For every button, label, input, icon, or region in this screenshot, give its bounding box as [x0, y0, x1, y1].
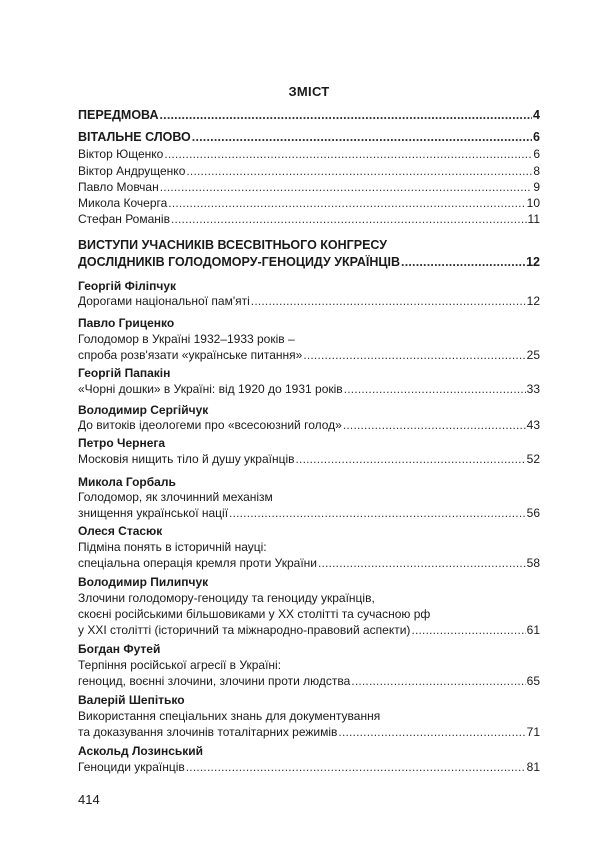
- toc-entry-label: ВІТАЛЬНЕ СЛОВО: [78, 130, 191, 144]
- toc-page-number: 52: [526, 452, 540, 466]
- toc-page-number: 65: [526, 674, 540, 688]
- toc-entry-label: Павло Мовчан: [78, 180, 159, 194]
- toc-entry-label: геноцид, воєнні злочини, злочини проти людства: [78, 674, 351, 688]
- toc-article[interactable]: [78, 381, 540, 397]
- toc-article-line: скоєні російськими більшовиками у ХХ столітті та сучасною рф: [78, 607, 431, 621]
- toc-author: Георгій Філіпчук: [78, 279, 176, 293]
- toc-article[interactable]: [78, 673, 540, 689]
- toc-entry-label: у ХХІ столітті (історичний та міжнародно-правовий аспекти): [78, 623, 411, 637]
- toc-entry-label: спеціальна операція кремля проти України: [78, 556, 317, 570]
- toc-page-number: 58: [526, 556, 540, 570]
- dot-leader: [251, 293, 526, 309]
- dot-leader: [338, 724, 525, 740]
- toc-entry-label: Микола Кочерга: [78, 196, 168, 210]
- toc-entry-label: Віктор Ющенко: [78, 147, 164, 161]
- toc-page-number: 9: [533, 180, 540, 194]
- toc-article-line: Голодомор в Україні 1932–1933 років –: [78, 332, 295, 346]
- toc-page-number: 10: [526, 196, 540, 210]
- toc-author: Володимир Сергійчук: [78, 403, 209, 417]
- toc-entry-label: Московія нищить тіло й душу українців: [78, 452, 295, 466]
- toc-entry-label: Геноциди українців: [78, 760, 185, 774]
- toc-article-line: Підміна понять в історичній науці:: [78, 540, 267, 554]
- dot-leader: [229, 505, 526, 521]
- dot-leader: [351, 673, 525, 689]
- dot-leader: [171, 211, 527, 227]
- dot-leader: [186, 163, 532, 179]
- dot-leader: [344, 381, 526, 397]
- toc-author: Володимир Пилипчук: [78, 575, 209, 589]
- toc-page-number: 11: [527, 212, 540, 226]
- toc-subentry[interactable]: [78, 211, 540, 227]
- toc-entry-label: спроба розв'язати «українське питання»: [78, 348, 303, 362]
- toc-page-number: 6: [533, 147, 540, 161]
- toc-section-heading-line1: ВИСТУПИ УЧАСНИКІВ ВСЕСВІТНЬОГО КОНГРЕСУ: [78, 238, 388, 252]
- toc-entry-label: Дорогами національної пам'яті: [78, 294, 250, 308]
- dot-leader: [401, 254, 525, 270]
- toc-entry-label: Стефан Романів: [78, 212, 170, 226]
- toc-article[interactable]: [78, 417, 540, 433]
- toc-article[interactable]: [78, 622, 540, 638]
- dot-leader: [411, 622, 525, 638]
- dot-leader: [296, 451, 526, 467]
- page-number: 414: [78, 792, 100, 807]
- toc-article[interactable]: [78, 347, 540, 363]
- toc-page-number: 8: [533, 164, 540, 178]
- toc-page-number: 33: [526, 382, 540, 396]
- toc-page-number: 43: [526, 418, 540, 432]
- toc-page-number: 12: [526, 255, 540, 269]
- toc-subentry[interactable]: [78, 163, 540, 179]
- toc-article-line: Злочини голодомору-геноциду та геноциду українців,: [78, 591, 375, 605]
- toc-page-number: 12: [526, 294, 540, 308]
- toc-author: Павло Гриценко: [78, 316, 175, 330]
- toc-entry-label: До витоків ідеологеми про «всесоюзний голод»: [78, 418, 342, 432]
- toc-article[interactable]: [78, 505, 540, 521]
- toc-article-line: Терпіння російської агресії в Україні:: [78, 658, 282, 672]
- dot-leader: [159, 107, 532, 123]
- dot-leader: [160, 179, 533, 195]
- toc-article[interactable]: [78, 759, 540, 775]
- toc-entry-foreword[interactable]: [78, 107, 540, 123]
- toc-page-number: 4: [533, 108, 540, 122]
- dot-leader: [318, 555, 526, 571]
- toc-author: Микола Горбаль: [78, 475, 176, 489]
- toc-subentry[interactable]: [78, 146, 540, 162]
- dot-leader: [164, 146, 532, 162]
- toc-author: Богдан Футей: [78, 642, 161, 656]
- page-title: ЗМІСТ: [288, 84, 330, 99]
- toc-author: Георгій Папакін: [78, 366, 171, 380]
- toc-entry-label: та доказування злочинів тоталітарних режимів: [78, 725, 338, 739]
- toc-article-line: Використання спеціальних знань для документування: [78, 709, 381, 723]
- dot-leader: [192, 129, 532, 145]
- toc-entry-label: «Чорні дошки» в Україні: від 1920 до 1931 років: [78, 382, 343, 396]
- toc-page-number: 56: [526, 506, 540, 520]
- toc-entry-label: знищення української нації: [78, 506, 229, 520]
- toc-entry-label: Віктор Андрущенко: [78, 164, 186, 178]
- toc-subentry[interactable]: [78, 179, 540, 195]
- toc-article[interactable]: [78, 724, 540, 740]
- toc-author: Олеся Стасюк: [78, 524, 163, 538]
- dot-leader: [168, 195, 525, 211]
- toc-author: Петро Чернега: [78, 436, 166, 450]
- toc-entry-welcome[interactable]: [78, 129, 540, 145]
- toc-article-line: Голодомор, як злочинний механізм: [78, 490, 273, 504]
- toc-entry-congress[interactable]: [78, 254, 540, 270]
- toc-entry-label: ПЕРЕДМОВА: [78, 108, 159, 122]
- toc-entry-label: ДОСЛІДНИКІВ ГОЛОДОМОРУ-ГЕНОЦИДУ УКРАЇНЦІВ: [78, 255, 401, 269]
- toc-subentry[interactable]: [78, 195, 540, 211]
- dot-leader: [303, 347, 525, 363]
- toc-page-number: 6: [533, 130, 540, 144]
- toc-page-number: 25: [526, 348, 540, 362]
- toc-page-number: 71: [526, 725, 540, 739]
- toc-author: Аскольд Лозинський: [78, 744, 204, 758]
- toc-page-number: 81: [526, 760, 540, 774]
- toc-page-number: 61: [526, 623, 540, 637]
- toc-article[interactable]: [78, 555, 540, 571]
- toc-article[interactable]: [78, 293, 540, 309]
- toc-author: Валерій Шепітько: [78, 693, 185, 707]
- dot-leader: [186, 759, 526, 775]
- dot-leader: [343, 417, 526, 433]
- toc-article[interactable]: [78, 451, 540, 467]
